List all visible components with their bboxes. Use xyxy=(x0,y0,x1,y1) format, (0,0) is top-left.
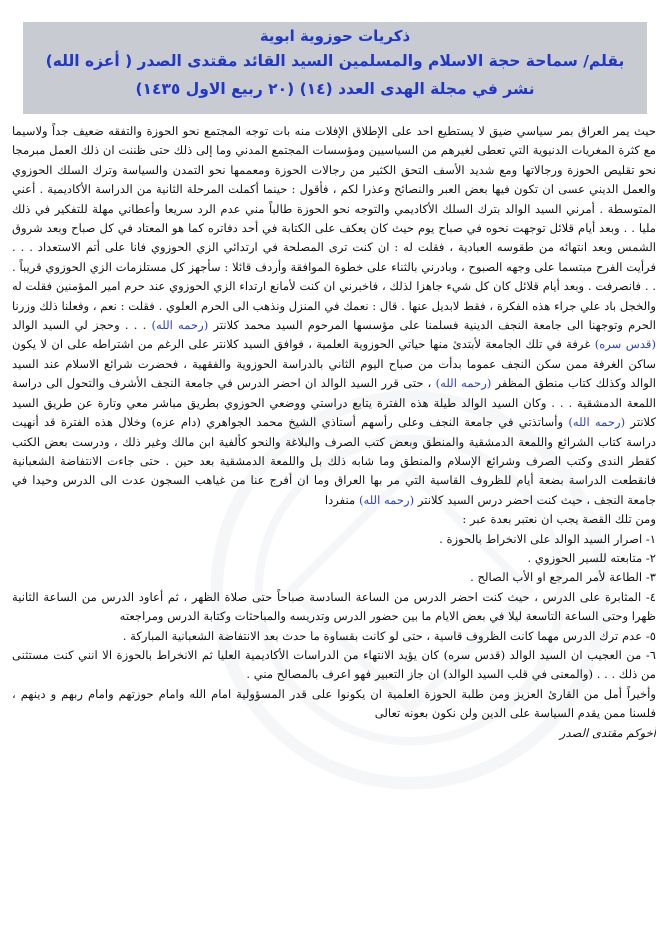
lesson-item: ٤- المثابرة على الدرس ، حيث كنت احضر الدرس من الساعة السادسة صباحاً حتى صلاة الظهر ، ثم أعاود الدرس من الساعة الثانية ظهرا وحتى الساعة التاسعة ليلا في بعض الايام ما بين حضور الدرس وتدريسه والمباحثات وكتابة الدرس ومراجعته xyxy=(12,589,656,624)
closing-paragraph: وأخيراً أمل من القارئ العزيز ومن طلبة الحوزة العلمية ان يكونوا على قدر المسؤولية امام الله وامام حوزتهم وامام ربهم و دينهم ، فلسنا ممن يقدم السياسة على الدين ولن نكون بعونه تعالى xyxy=(12,686,656,721)
article-paragraph xyxy=(12,122,656,510)
paragraph-text: . . . وحجز لي السيد الوالد xyxy=(12,318,152,333)
lessons-intro: ومن تلك القصة يجب ان نعتبر بعدة عبر : xyxy=(462,512,656,527)
paragraph-text: ، حتى قرر السيد الوالد ان احضر الدرس في جامعة النجف الأشرف والتحول الى دراسة اللمعة الدمشقية . . . وكان السيد الوالد طيلة هذه الفترة يتابع دراستي ووضعي الحوزوي بطريق مباشر معي وتارة عن طريق السيد كلانتر xyxy=(12,376,656,430)
paragraph-text: منفردا xyxy=(324,492,359,507)
honorific-highlight: (قدس سره) xyxy=(594,337,656,352)
paragraph-text: غرفة في تلك الجامعة لأبتدئ منها حياتي الحوزوية العلمية ، فوافق السيد كلانتر على الرغم من اشتراطه على ان لا يكون ساكن الغرفة ممن سكن النجف عموما بدأت من صباح اليوم الثاني بالدراسة الحوزوية والفقهية ، فحضرت شرائع الاسلام عند السيد الوالد وكذلك كتاب منطق المظفر xyxy=(12,337,656,391)
honorific-highlight: (رحمه الله) xyxy=(568,415,626,430)
lesson-item: ٣- الطاعة لأمر المرجع او الأب الصالح . xyxy=(470,570,656,585)
paragraph-text: حيث يمر العراق بمر سياسي ضيق لا يستطيع احد على الإطلاق الإفلات منه بات توجه المجتمع نحو الحوزة والتفقه ضعيف جداً ولاسيما مع كثرة المغريات الدنيوية التي تعطى لغيرهم من السياسيين ومؤسسات المجتمع المدني وما إلى ذلك حتى ظننت ان ذلك العمل مبرمجا نحو تقليص الحوزة ورجالاتها ومع شديد الأسف التحق الكثير من رجالات الحوزة ومعممها نحو التمدن والسياسة وترك السلك الحوزوي والعمل الديني عسى ان تكون فيها بعض العبر والنصائح وعذرا لكم ، فأقول : حينما أكملت المرحلة الثانية من الدراسة الأكاديمية . أعني المتوسطة . أمرني السيد الوالد بترك السلك الأكاديمي والتوجه نحو الحوزة طالباً مني عدم الرد سريعا وأعطاني مهلة للتفكير في ذلك مليا . . وبعد أيام قلائل توجهت نحوه في صباح يوم حيث كان يعكف على الكتابة في أحد دفاتره كما هو المعتاد في كل صباح وبعد شروق الشمس وبعد انتهائه من طقوسه العبادية ، فقلت له : ان كنت ترى المصلحة في ارتدائي الزي الحوزوي فانا على أتم الاستعداد . . . فرأيت الفرح مبتسما على وجهه الصبوح ، وبادرني بالثناء على خطوة الموافقة وأردف قائلا : سأجهز كل مستلزمات الزي الحوزوي قريباً . . . فانصرفت . وبعد أيام قلائل كان كل شيء جاهزا لذلك ، فاخبرني ان كنت لأمانع ارتداء الزي الحوزوي عند حرم امير المؤمنين فقلت له والخجل باد علي جراء هذه الفكرة ، فقط لابديل عنها . قال : نعمك في المنزل ونذهب الى الحرم العلوي . فقلت : نعم ، وفعلنا ذلك وزرنا الحرم وتوجهنا الى جامعة النجف الدينية فسلمنا على مؤسسها المرحوم السيد محمد كلانتر xyxy=(12,124,656,333)
honorific-highlight: (رحمه الله) xyxy=(151,318,209,333)
lessons-list xyxy=(12,530,656,685)
article-body xyxy=(12,122,656,938)
article-header xyxy=(23,22,647,114)
lesson-item: ٦- من العجيب ان السيد الوالد (قدس سره) كان يؤيد الانتهاء من الدراسات الأكاديمية العليا ثم الانخراط بالحوزة الا انني كنت مستثنى من ذلك . . . (والمعنى في قلب السيد الوالد) ان جاز التعبير فهو اعرف بالمصالح مني . xyxy=(12,647,656,682)
lesson-item: ١- اصرار السيد الوالد على الانخراط بالحوزة . xyxy=(439,531,656,546)
honorific-highlight: (رحمه الله) xyxy=(358,492,415,507)
publication-info: نشر في مجلة الهدى العدد (١٤) (٢٠ ربيع الاول ١٤٣٥) xyxy=(135,80,535,98)
signature: أخوكم مقتدى الصدر xyxy=(559,725,656,740)
article-byline: بقلم/ سماحة حجة الاسلام والمسلمين السيد القائد مقتدى الصدر ( أعزه الله) xyxy=(45,52,625,70)
paragraph-text: وأساتذتي في جامعة النجف وعلى رأسهم أستاذي الشيخ محمد الجواهري (دام عزه) وخلال هذه الفترة قد أنهيت دراسة كتاب الشرائع واللمعة الدمشقية والمنطق وبعض كتب الصرف والبلاغة والنحو كألفية ابن مالك وغير ذلك ، ودرست بعض الكتب كقطر الندى وكتب الصرف وشرائع الإسلام والمنطق وما شابه ذلك بل واللمعة الدمشقية بعد حين . حتى جاءت الانتفاضة الشعبانية فانقطعت الدراسة بضعة أيام للظروف القاسية التي مر بها العراق وما ان أفرج عنا من غياهب السجون عدت الى الدرس وحيدا في جامعة النجف ، حيث كنت احضر درس السيد كلانتر xyxy=(12,415,656,507)
article-kicker: ذكريات حوزوية ابوية xyxy=(259,27,411,45)
lesson-item: ٢- متابعته للسير الحوزوي . xyxy=(527,550,656,565)
honorific-highlight: (رحمه الله) xyxy=(435,376,492,391)
lesson-item: ٥- عدم ترك الدرس مهما كانت الظروف قاسية ، حتى لو كانت بقساوة ما حدث بعد الانتفاضة الشعبانية المباركة . xyxy=(122,628,656,643)
